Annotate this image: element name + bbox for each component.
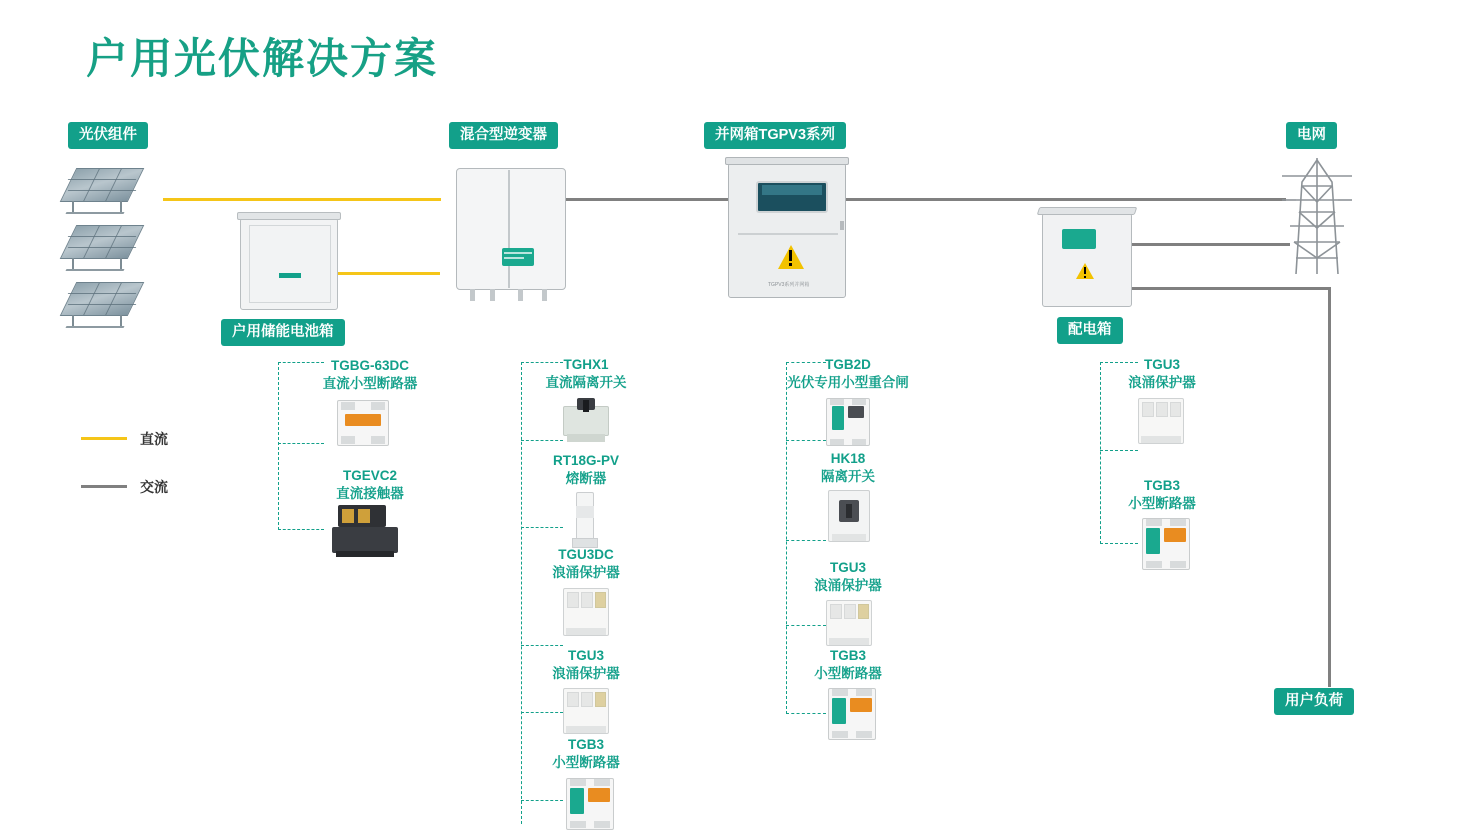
page-title: 户用光伏解决方案: [86, 35, 439, 82]
component-label-RT18G-PV: [516, 452, 656, 488]
distribution-box-device: [1042, 207, 1132, 307]
chip-grid: 电网: [1286, 122, 1337, 149]
component-desc: 直流隔离开关: [545, 375, 627, 391]
line-gridbox-to-grid-ac: [846, 198, 1286, 201]
line-battery-to-inverter-dc: [338, 272, 440, 275]
line-inverter-to-gridbox-ac: [566, 198, 728, 201]
component-label-TGB3-gb: [778, 647, 918, 683]
component-model: TGEVC2: [342, 468, 397, 483]
branch-tick-db-3: [1100, 543, 1138, 544]
line-distribution-to-grid-ac: [1132, 243, 1290, 246]
chip-distribution-box: 配电箱: [1057, 317, 1123, 344]
component-label-TGU3-gb: [778, 559, 918, 595]
component-desc: 小型断路器: [814, 666, 882, 682]
component-desc: 直流接触器: [336, 486, 404, 502]
component-desc: 浪涌保护器: [552, 666, 620, 682]
component-label-TGB2D: [778, 356, 918, 392]
pv-panel-3: [62, 282, 140, 328]
legend-dc-line: [81, 437, 127, 440]
branch-tick-gb-5: [786, 713, 826, 714]
component-model: TGB2D: [825, 357, 871, 372]
component-model: HK18: [830, 451, 866, 466]
branch-tick-battery-2: [278, 443, 324, 444]
component-label-TGHX1: [516, 356, 656, 392]
component-label-TGU3-db: [1092, 356, 1232, 392]
branch-tick-gb-3: [786, 540, 826, 541]
component-desc: 浪涌保护器: [814, 578, 882, 594]
component-model: TGU3: [567, 648, 604, 663]
branch-tick-db-2: [1100, 450, 1138, 451]
component-desc: 小型断路器: [552, 755, 620, 771]
pv-panel-2: [62, 225, 140, 271]
line-distribution-to-load-h: [1132, 287, 1330, 290]
component-model: TGU3: [829, 560, 866, 575]
component-label-HK18: [778, 450, 918, 486]
battery-cabinet: [240, 218, 338, 310]
branch-tick-battery-3: [278, 529, 324, 530]
component-model: TGBG-63DC: [330, 358, 409, 373]
legend-ac-label: 交流: [140, 479, 168, 495]
component-model: TGB3: [567, 737, 604, 752]
component-desc: 熔断器: [565, 471, 607, 487]
component-model: TGU3DC: [558, 547, 614, 562]
grid-box-device: TGPV3系列并网箱: [728, 163, 846, 298]
transmission-tower: [1282, 156, 1352, 276]
branch-tick-inv-5: [521, 712, 563, 713]
branch-tick-inv-4: [521, 645, 563, 646]
component-label-TGU3DC: [516, 546, 656, 582]
chip-hybrid-inverter: 混合型逆变器: [449, 122, 558, 149]
component-desc: 小型断路器: [1128, 496, 1196, 512]
component-label-TGB3-db: [1092, 477, 1232, 513]
chip-pv-modules: 光伏组件: [68, 122, 148, 149]
component-desc: 光伏专用小型重合闸: [787, 375, 909, 391]
branch-tick-gb-4: [786, 625, 826, 626]
hybrid-inverter-device: [456, 168, 566, 298]
chip-grid-box: 并网箱TGPV3系列: [704, 122, 846, 149]
branch-tick-inv-6: [521, 800, 563, 801]
component-desc: 隔离开关: [821, 469, 875, 485]
component-label-TGB3-inv: [516, 736, 656, 772]
legend-ac-line: [81, 485, 127, 488]
component-model: TGB3: [1143, 478, 1180, 493]
component-model: TGU3: [1143, 357, 1180, 372]
branch-tick-gb-2: [786, 440, 826, 441]
legend-dc-label: 直流: [140, 431, 168, 447]
component-model: TGB3: [829, 648, 866, 663]
line-pv-to-inverter-dc: [163, 198, 441, 201]
tower-svg: [1282, 156, 1352, 276]
line-distribution-to-load-v: [1328, 287, 1331, 687]
component-label-TGU3-inv: [516, 647, 656, 683]
branch-tick-inv-3: [521, 527, 563, 528]
branch-tick-inv-2: [521, 440, 563, 441]
component-label-TGBG-63DC: [300, 357, 440, 393]
chip-user-load: 用户负荷: [1274, 688, 1354, 715]
component-label-TGEVC2: [300, 467, 440, 503]
component-desc: 浪涌保护器: [552, 565, 620, 581]
branch-line-battery: [278, 362, 279, 530]
component-model: RT18G-PV: [552, 453, 620, 468]
pv-panel-1: [62, 168, 140, 214]
component-model: TGHX1: [563, 357, 609, 372]
component-desc: 浪涌保护器: [1128, 375, 1196, 391]
component-desc: 直流小型断路器: [322, 376, 418, 392]
chip-battery-box: 户用储能电池箱: [221, 319, 345, 346]
